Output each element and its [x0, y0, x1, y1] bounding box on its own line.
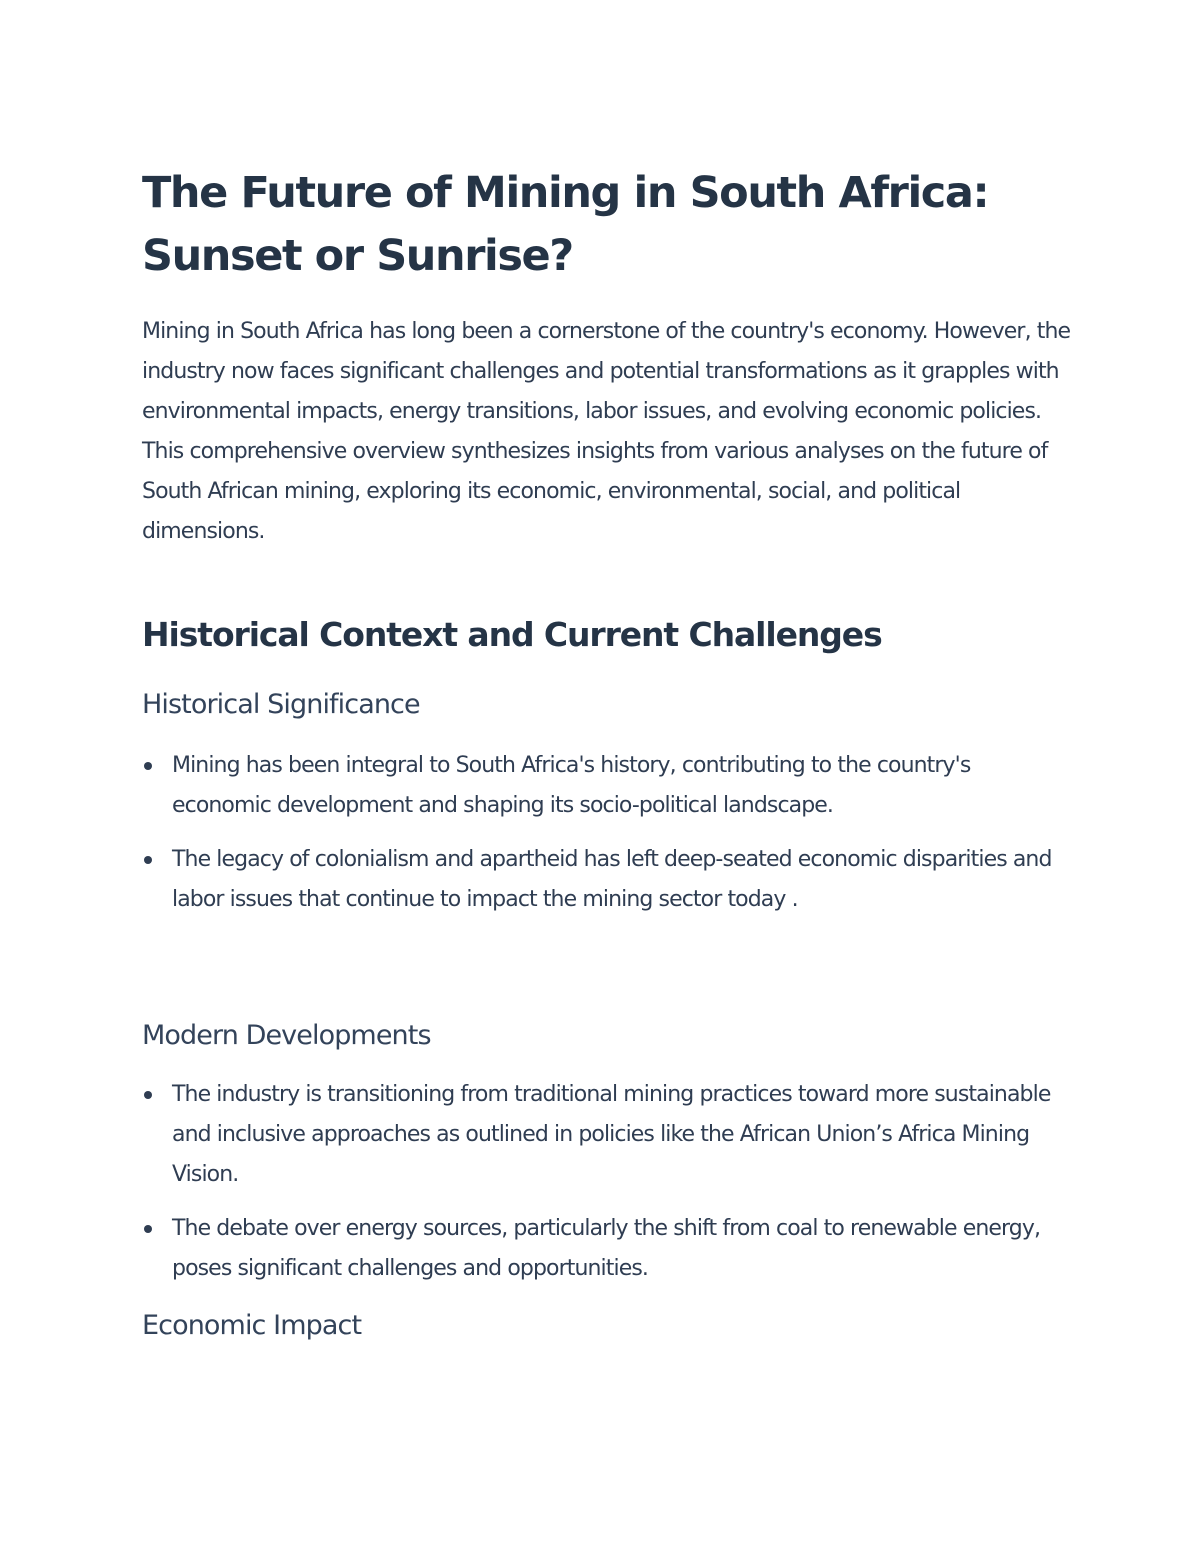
section-heading-historical-context: Historical Context and Current Challenges	[142, 615, 882, 654]
intro-paragraph: Mining in South Africa has long been a cornerstone of the country's economy. However, the industry now faces significant challenges and potential transformations as it grapples with environmental impacts, energy transitions, labor issues, and evolving economic policies. This comprehensive overview synthesizes insights from various analyses on the future of South African mining, exploring its economic, environmental, social, and political dimensions.	[142, 319, 1071, 544]
list-item	[142, 746, 1072, 826]
list-item-text: Mining has been integral to South Africa's history, contributing to the country's economic development and shaping its socio-political landscape.	[172, 753, 971, 818]
list-item-text: The industry is transitioning from traditional mining practices toward more sustainable and inclusive approaches as outlined in policies like the African Union’s Africa Mining Vision.	[172, 1082, 1051, 1187]
list-item-text: The legacy of colonialism and apartheid has left deep-seated economic disparities and labor issues that continue to impact the mining sector today .	[172, 847, 1052, 912]
bullet-icon	[144, 1091, 152, 1099]
subheading-modern-developments: Modern Developments	[142, 1020, 431, 1051]
list-item	[142, 1075, 1072, 1195]
bullet-icon	[144, 762, 152, 770]
document-title: The Future of Mining in South Africa: Sunset or Sunrise?	[142, 168, 989, 281]
bullet-list-historical-significance	[142, 746, 1072, 920]
bullet-icon	[144, 1225, 152, 1233]
subheading-historical-significance: Historical Significance	[142, 689, 420, 720]
list-item	[142, 1209, 1072, 1289]
list-item-text: The debate over energy sources, particularly the shift from coal to renewable energy, poses significant challenges and opportunities.	[172, 1216, 1041, 1281]
bullet-list-modern-developments	[142, 1075, 1072, 1289]
subheading-economic-impact: Economic Impact	[142, 1310, 362, 1341]
list-item	[142, 840, 1072, 920]
bullet-icon	[144, 856, 152, 864]
